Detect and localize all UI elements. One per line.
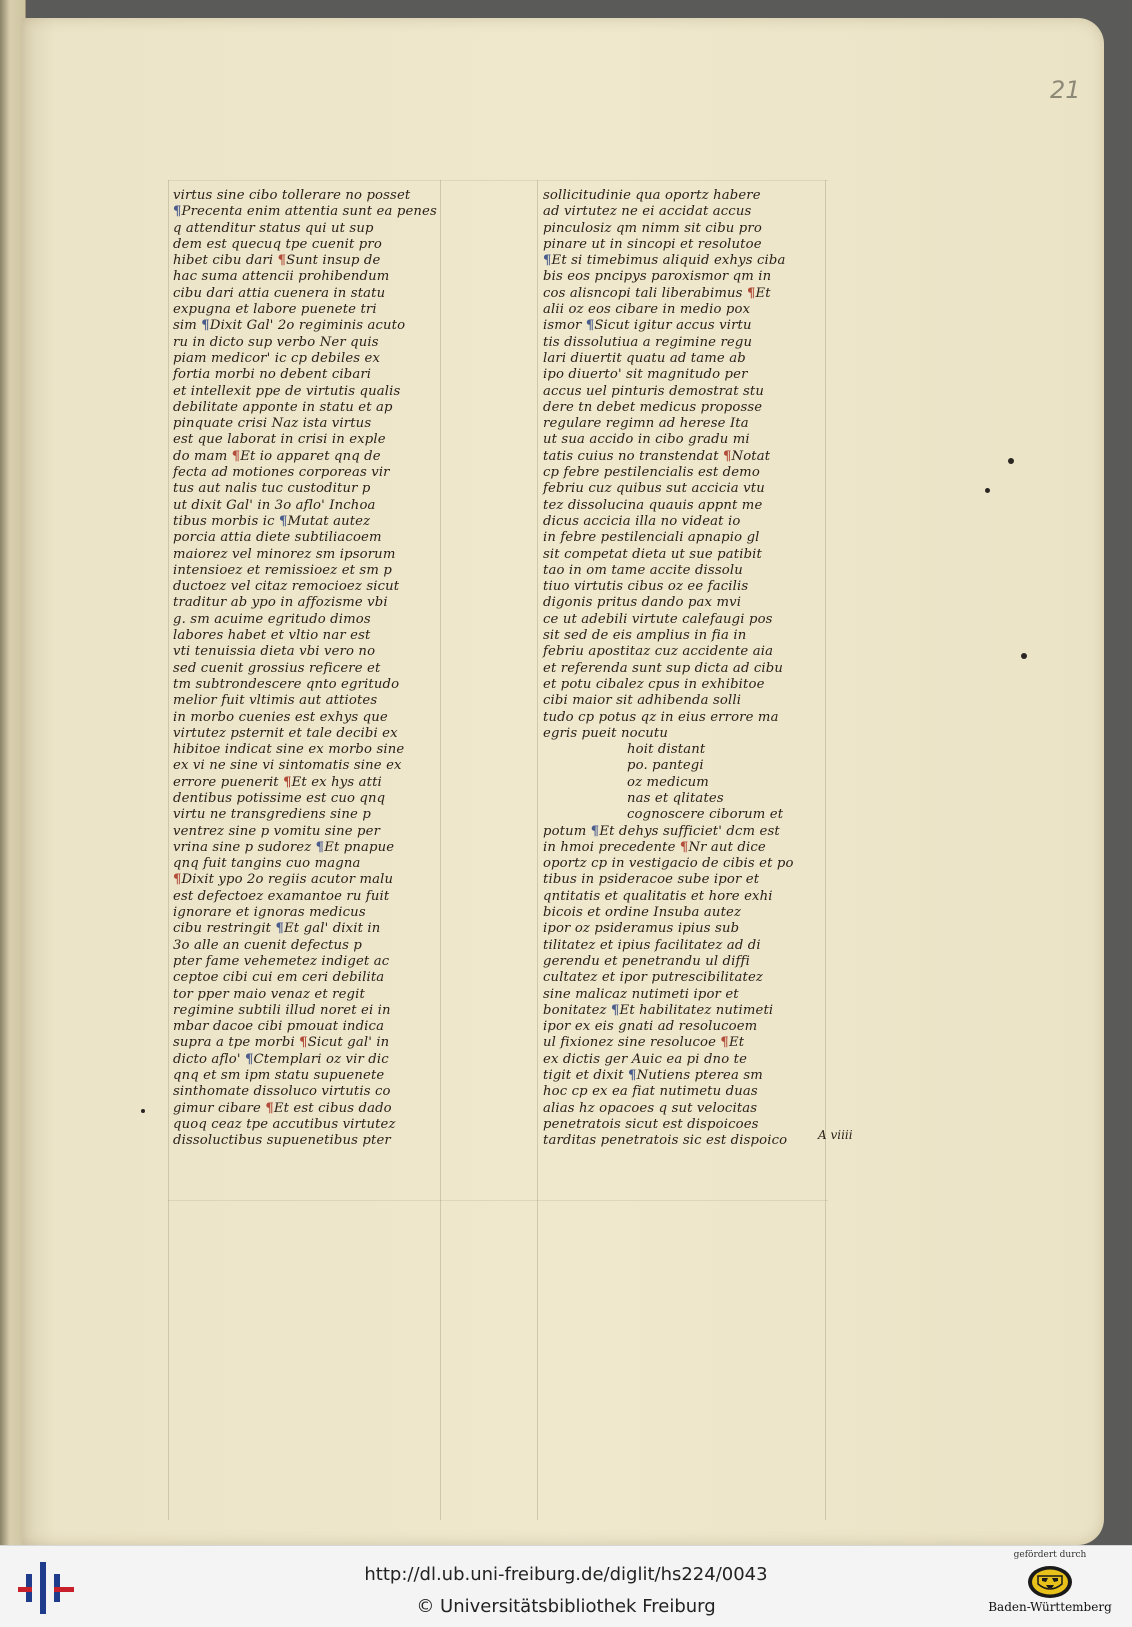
text-line: traditur ab ypo in affozisme vbi	[173, 595, 388, 611]
paragraph-mark-icon: ¶	[722, 448, 732, 464]
ruling-line	[168, 1200, 828, 1201]
text-line: supra a tpe morbi ¶Sicut gal' in	[173, 1035, 390, 1051]
paragraph-mark-icon: ¶	[543, 253, 552, 269]
paragraph-mark-icon: ¶	[173, 204, 182, 220]
text-line: regulare regimn ad herese Ita	[543, 416, 749, 432]
text-line: febriu apostitaz cuz accidente aia	[543, 644, 774, 660]
text-line: ut dixit Gal' in 3o aflo' Inchoa	[173, 497, 376, 513]
text-line: qnq fuit tangins cuo magna	[173, 856, 361, 872]
text-line: potum ¶Et dehys sufficiet' dcm est	[543, 823, 780, 839]
paragraph-mark-icon: ¶	[611, 1002, 620, 1018]
text-line: piam medicor' ic cp debiles ex	[173, 350, 381, 366]
text-line: virtu ne transgrediens sine p	[173, 807, 371, 823]
text-line: pinare ut in sincopi et resolutoe	[543, 236, 762, 252]
paragraph-mark-icon: ¶	[315, 839, 325, 855]
text-line: ipor oz psideramus ipius sub	[543, 921, 740, 937]
text-line: pinculosiz qm nimm sit cibu pro	[543, 220, 762, 236]
ink-dot	[1008, 458, 1014, 464]
text-line: et referenda sunt sup dicta ad cibu	[543, 660, 784, 676]
text-line: tus aut nalis tuc custoditur p	[173, 481, 371, 497]
text-line: cp febre pestilencialis est demo	[543, 465, 760, 481]
text-line: alii oz eos cibare in medio pox	[543, 302, 751, 318]
text-line: bonitatez ¶Et habilitatez nutimeti	[543, 1002, 774, 1018]
text-line: maiorez vel minorez sm ipsorum	[173, 546, 396, 562]
coat-of-arms-icon	[1026, 1564, 1074, 1600]
text-line: qntitatis et qualitatis et hore exhi	[543, 888, 773, 904]
ruling-line	[537, 180, 538, 1520]
text-line: ru in dicto sup verbo Ner quis	[173, 334, 379, 350]
paragraph-mark-icon: ¶	[201, 318, 210, 334]
text-line: pinquate crisi Naz ista virtus	[173, 416, 372, 432]
paragraph-mark-icon: ¶	[265, 1100, 274, 1116]
text-line: cibu restringit ¶Et gal' dixit in	[173, 921, 381, 937]
text-line: gimur cibare ¶Et est cibus dado	[173, 1100, 392, 1116]
text-line: tarditas penetratois sic est dispoico	[543, 1133, 788, 1149]
text-line: tez dissolucina quauis appnt me	[543, 497, 763, 513]
text-line: hoit distant	[627, 742, 706, 758]
text-line: virtus sine cibo tollerare no posset	[173, 188, 411, 203]
text-line: fortia morbi no debent cibari	[173, 367, 372, 383]
text-line: ex vi ne sine vi sintomatis sine ex	[173, 758, 402, 774]
text-line: accus uel pinturis demostrat stu	[543, 383, 764, 399]
paragraph-mark-icon: ¶	[231, 448, 241, 464]
text-line: dentibus potissime est cuo qnq	[173, 790, 386, 806]
text-line: qnq et sm ipm statu supuenete	[173, 1068, 385, 1084]
text-line: gerendu et penetrandu ul diffi	[543, 953, 750, 969]
text-line: cos alisncopi tali liberabimus ¶Et	[543, 285, 771, 301]
text-line: tm subtrondescere qnto egritudo	[173, 676, 400, 692]
text-line: ipor ex eis gnati ad resolucoem	[543, 1019, 758, 1035]
text-line: cognoscere ciborum et	[627, 807, 784, 823]
text-line: vti tenuissia dieta vbi vero no	[173, 644, 376, 660]
text-line: oz medicum	[627, 774, 709, 790]
funding-label: gefördert durch	[1013, 1550, 1087, 1560]
text-line: hibet cibu dari ¶Sunt insup de	[173, 253, 381, 269]
text-line: lari diuertit quatu ad tame ab	[543, 350, 746, 366]
text-line: ductoez vel citaz remocioez sicut	[173, 579, 400, 595]
text-line: tiuo virtutis cibus oz ee facilis	[543, 579, 749, 595]
text-line: in hmoi precedente ¶Nr aut dice	[543, 839, 766, 855]
text-line: ceptoe cibi cui em ceri debilita	[173, 970, 385, 986]
funding-block	[980, 1550, 1120, 1626]
paragraph-mark-icon: ¶	[275, 921, 285, 937]
text-line: et potu cibalez cpus in exhibitoe	[543, 676, 765, 692]
text-line: tibus morbis ic ¶Mutat autez	[173, 513, 371, 529]
text-line: pter fame vehemetez indiget ac	[173, 953, 390, 969]
text-line: sinthomate dissoluco virtutis co	[173, 1084, 391, 1100]
paragraph-mark-icon: ¶	[590, 823, 600, 839]
text-line: in morbo cuenies est exhys que	[173, 709, 388, 725]
text-line: bicois et ordine Insuba autez	[543, 905, 742, 921]
text-line: do mam ¶Et io apparet qnq de	[173, 448, 381, 464]
text-line: tudo cp potus qz in eius errore ma	[543, 709, 779, 725]
text-line: dissoluctibus supuenetibus pter	[173, 1133, 391, 1149]
text-line: labores habet et vltio nar est	[173, 628, 371, 644]
text-line: cibu dari attia cuenera in statu	[173, 285, 386, 301]
text-line: ignorare et ignoras medicus	[173, 905, 366, 921]
text-line: sollicitudinie qua oportz habere	[543, 188, 761, 203]
text-line: ventrez sine p vomitu sine per	[173, 823, 381, 839]
text-line: cibi maior sit adhibenda solli	[543, 693, 742, 709]
text-line: tilitatez et ipius facilitatez ad di	[543, 937, 761, 953]
text-line: alias hz opacoes q sut velocitas	[543, 1100, 758, 1116]
text-line: ul fixionez sine resolucoe ¶Et	[543, 1035, 745, 1051]
paragraph-mark-icon: ¶	[278, 513, 288, 529]
paragraph-mark-icon: ¶	[720, 1035, 729, 1051]
ruling-line	[168, 180, 169, 1520]
text-line: digonis pritus dando pax mvi	[543, 595, 742, 611]
paragraph-mark-icon: ¶	[679, 839, 689, 855]
text-line: porcia attia diete subtiliacoem	[173, 530, 382, 546]
text-line: tigit et dixit ¶Nutiens pterea sm	[543, 1068, 763, 1084]
text-line: est defectoez examantoe ru fuit	[173, 888, 390, 904]
text-line: ex dictis ger Auic ea pi dno te	[543, 1051, 748, 1067]
paragraph-mark-icon: ¶	[173, 872, 182, 888]
text-line: oportz cp in vestigacio de cibis et po	[543, 856, 794, 872]
text-line: ipo diuerto' sit magnitudo per	[543, 367, 748, 383]
text-line: g. sm acuime egritudo dimos	[173, 611, 371, 627]
paragraph-mark-icon: ¶	[277, 253, 287, 269]
text-line: virtutez psternit et tale decibi ex	[173, 725, 398, 741]
copyright-notice: © Universitätsbibliothek Freiburg	[416, 1596, 716, 1617]
text-line: ¶Dixit ypo 2o regiis acutor malu	[173, 872, 394, 888]
ruling-line	[440, 180, 441, 1520]
text-line: ad virtutez ne ei accidat accus	[543, 204, 752, 220]
text-line: fecta ad motiones corporeas vir	[173, 465, 390, 481]
text-line: hoc cp ex ea fiat nutimetu duas	[543, 1084, 758, 1100]
text-line: dere tn debet medicus proposse	[543, 399, 763, 415]
text-line: q attenditur status qui ut sup	[173, 220, 374, 236]
footer-bar	[0, 1545, 1132, 1627]
text-line: tatis cuius no transtendat ¶Notat	[543, 448, 771, 464]
text-line: dem est quecuq tpe cuenit pro	[173, 236, 382, 252]
text-line: nas et qlitates	[627, 790, 724, 806]
text-line: hibitoe indicat sine ex morbo sine	[173, 742, 405, 758]
text-line: 3o alle an cuenit defectus p	[173, 937, 362, 953]
funder-name: Baden-Württemberg	[988, 1600, 1112, 1614]
paragraph-mark-icon: ¶	[299, 1035, 308, 1051]
text-line: est que laborat in crisi in exple	[173, 432, 386, 448]
text-line: vrina sine p sudorez ¶Et pnapue	[173, 839, 395, 855]
text-line: expugna et labore puenete tri	[173, 302, 377, 318]
text-line: sit competat dieta ut sue patibit	[543, 546, 762, 562]
text-line: hac suma attencii prohibendum	[173, 269, 390, 285]
ruling-line	[168, 180, 828, 181]
text-line: melior fuit vltimis aut attiotes	[173, 693, 378, 709]
text-line: po. pantegi	[627, 758, 704, 774]
ink-dot	[1021, 653, 1027, 659]
text-line: tibus in psideracoe sube ipor et	[543, 872, 760, 888]
text-line: intensioez et remissioez et sm p	[173, 562, 392, 578]
text-line: ismor ¶Sicut igitur accus virtu	[543, 318, 752, 334]
paragraph-mark-icon: ¶	[245, 1051, 254, 1067]
text-line: egris pueit nocutu	[543, 725, 668, 741]
text-line: ut sua accido in cibo gradu mi	[543, 432, 750, 448]
text-line: regimine subtili illud noret ei in	[173, 1002, 391, 1018]
text-line: tor pper maio venaz et regit	[173, 986, 365, 1002]
text-line: dicus accicia illa no videat io	[543, 513, 741, 529]
text-line: dicto aflo' ¶Ctemplari oz vir dic	[173, 1051, 389, 1067]
text-line: sim ¶Dixit Gal' 2o regiminis acuto	[173, 318, 406, 334]
text-line: bis eos pncipys paroxismor qm in	[543, 269, 772, 285]
text-line: debilitate apponte in statu et ap	[173, 399, 393, 415]
ink-dot	[141, 1109, 145, 1113]
paragraph-mark-icon: ¶	[283, 774, 292, 790]
text-line: ¶Precenta enim attentia sunt ea penes	[173, 204, 437, 220]
text-line: tis dissolutiua a regimine regu	[543, 334, 753, 350]
folio-number: 21	[1050, 76, 1081, 104]
text-line: tao in om tame accite dissolu	[543, 562, 743, 578]
paragraph-mark-icon: ¶	[628, 1068, 637, 1084]
text-column-right	[543, 188, 833, 1150]
text-line: errore puenerit ¶Et ex hys atti	[173, 774, 382, 790]
text-line: cultatez et ipor putrescibilitatez	[543, 970, 764, 986]
document-url[interactable]: http://dl.ub.uni-freiburg.de/diglit/hs224/0043	[364, 1564, 768, 1585]
paragraph-mark-icon: ¶	[585, 318, 595, 334]
text-line: in febre pestilenciali apnapio gl	[543, 530, 760, 546]
text-line: mbar dacoe cibi pmouat indica	[173, 1019, 385, 1035]
text-line: febriu cuz quibus sut accicia vtu	[543, 481, 765, 497]
ink-dot	[985, 488, 990, 493]
text-column-left	[173, 188, 438, 1150]
margin-note: A viiii	[818, 1128, 853, 1142]
text-line: sed cuenit grossius reficere et	[173, 660, 381, 676]
text-line: sit sed de eis amplius in fia in	[543, 628, 747, 644]
text-line: quoq ceaz tpe accutibus virtutez	[173, 1116, 396, 1132]
text-line: ce ut adebili virtute calefaugi pos	[543, 611, 773, 627]
text-line: ¶Et si timebimus aliquid exhys ciba	[543, 253, 786, 269]
text-line: et intellexit ppe de virtutis qualis	[173, 383, 401, 399]
paragraph-mark-icon: ¶	[746, 285, 756, 301]
text-line: sine malicaz nutimeti ipor et	[543, 986, 739, 1002]
text-line: penetratois sicut est dispoicoes	[543, 1116, 759, 1132]
